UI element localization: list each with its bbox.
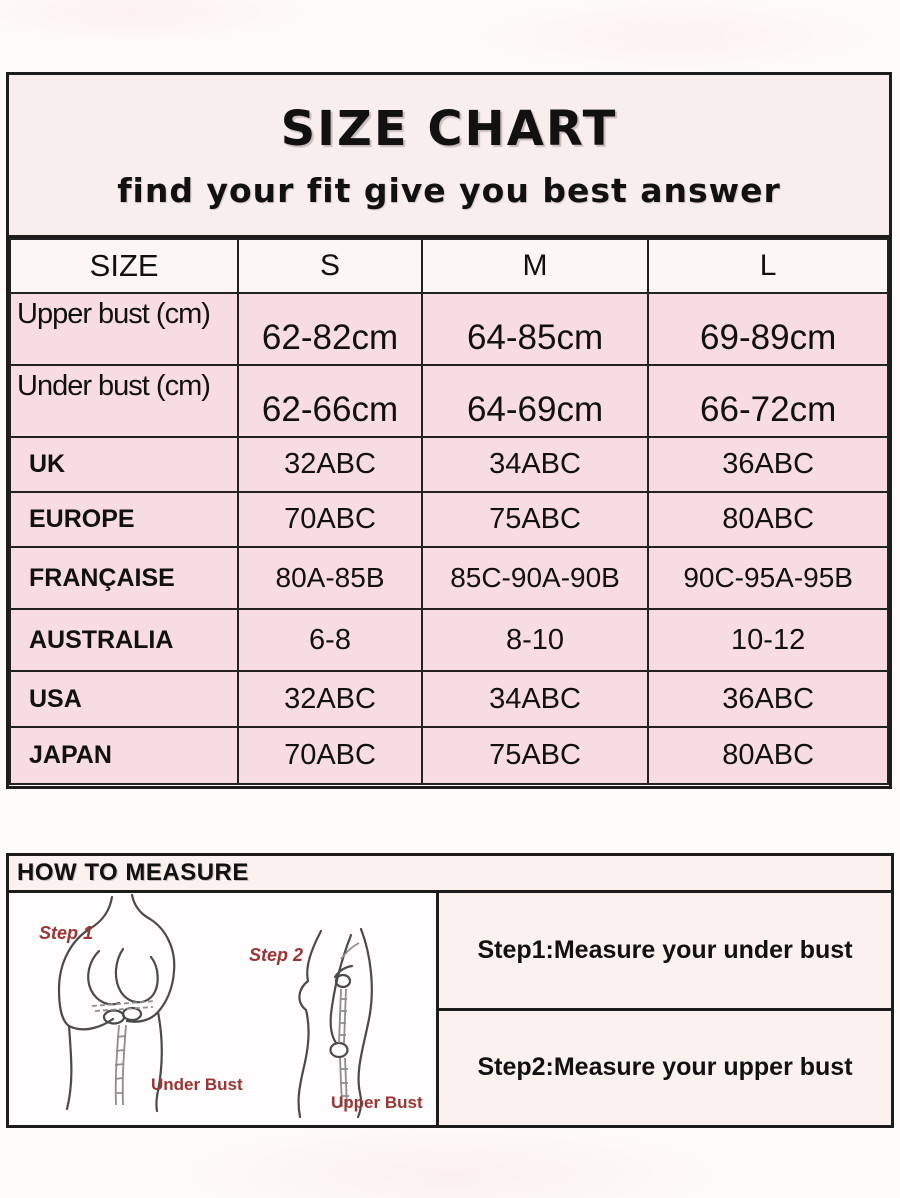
- under-bust-diagram-label: Under Bust: [151, 1075, 243, 1094]
- row-label: JAPAN: [10, 727, 238, 784]
- cell-value: 34ABC: [422, 671, 649, 727]
- measure-step-2: Step2:Measure your upper bust: [477, 1053, 853, 1082]
- row-label: UK: [10, 437, 238, 492]
- how-to-measure-content: [9, 893, 891, 1125]
- row-label: EUROPE: [10, 492, 238, 547]
- column-header-size: SIZE: [10, 239, 238, 293]
- cell-value: 32ABC: [238, 671, 422, 727]
- cell-value: 69-89cm: [648, 293, 888, 365]
- cell-value: 34ABC: [422, 437, 649, 492]
- page-title: SIZE CHART: [280, 100, 618, 157]
- cell-value: 32ABC: [238, 437, 422, 492]
- cell-value: 85C-90A-90B: [422, 547, 649, 609]
- size-chart-header: [9, 75, 889, 238]
- size-table: [9, 238, 889, 785]
- step2-diagram-label: Step 2: [249, 945, 304, 965]
- cell-value: 80A-85B: [238, 547, 422, 609]
- row-label: USA: [10, 671, 238, 727]
- row-label: Upper bust (cm): [10, 293, 238, 365]
- measure-steps-panel: [439, 893, 891, 1125]
- cell-value: 90C-95A-95B: [648, 547, 888, 609]
- column-header-l: L: [648, 239, 888, 293]
- cell-value: 70ABC: [238, 727, 422, 784]
- cell-value: 6-8: [238, 609, 422, 671]
- how-to-measure-panel: [6, 853, 894, 1128]
- table-row-usa: [10, 671, 888, 727]
- cell-value: 80ABC: [648, 727, 888, 784]
- cell-value: 64-85cm: [422, 293, 649, 365]
- column-header-m: M: [422, 239, 649, 293]
- table-row-europe: [10, 492, 888, 547]
- measurement-diagram: [9, 893, 439, 1125]
- cell-value: 10-12: [648, 609, 888, 671]
- row-label: FRANÇAISE: [10, 547, 238, 609]
- table-row-under-bust: [10, 365, 888, 437]
- table-row-japan: [10, 727, 888, 784]
- table-row-australia: [10, 609, 888, 671]
- page-subtitle: find your fit give you best answer: [117, 170, 781, 210]
- size-chart-panel: [6, 72, 892, 789]
- table-row-upper-bust: [10, 293, 888, 365]
- cell-value: 75ABC: [422, 492, 649, 547]
- cell-value: 8-10: [422, 609, 649, 671]
- how-to-measure-title: HOW TO MEASURE: [9, 856, 891, 893]
- measure-step-1: Step1:Measure your under bust: [439, 893, 891, 1011]
- cell-value: 64-69cm: [422, 365, 649, 437]
- cell-value: 36ABC: [648, 437, 888, 492]
- table-row-francaise: [10, 547, 888, 609]
- row-label: AUSTRALIA: [10, 609, 238, 671]
- cell-value: 80ABC: [648, 492, 888, 547]
- column-header-s: S: [238, 239, 422, 293]
- cell-value: 62-82cm: [238, 293, 422, 365]
- cell-value: 36ABC: [648, 671, 888, 727]
- cell-value: 62-66cm: [238, 365, 422, 437]
- row-label: Under bust (cm): [10, 365, 238, 437]
- step1-diagram-label: Step 1: [39, 923, 94, 943]
- cell-value: 70ABC: [238, 492, 422, 547]
- table-row-uk: [10, 437, 888, 492]
- cell-value: 66-72cm: [648, 365, 888, 437]
- cell-value: 75ABC: [422, 727, 649, 784]
- table-header-row: [10, 239, 888, 293]
- upper-bust-diagram-label: Upper Bust: [331, 1093, 423, 1112]
